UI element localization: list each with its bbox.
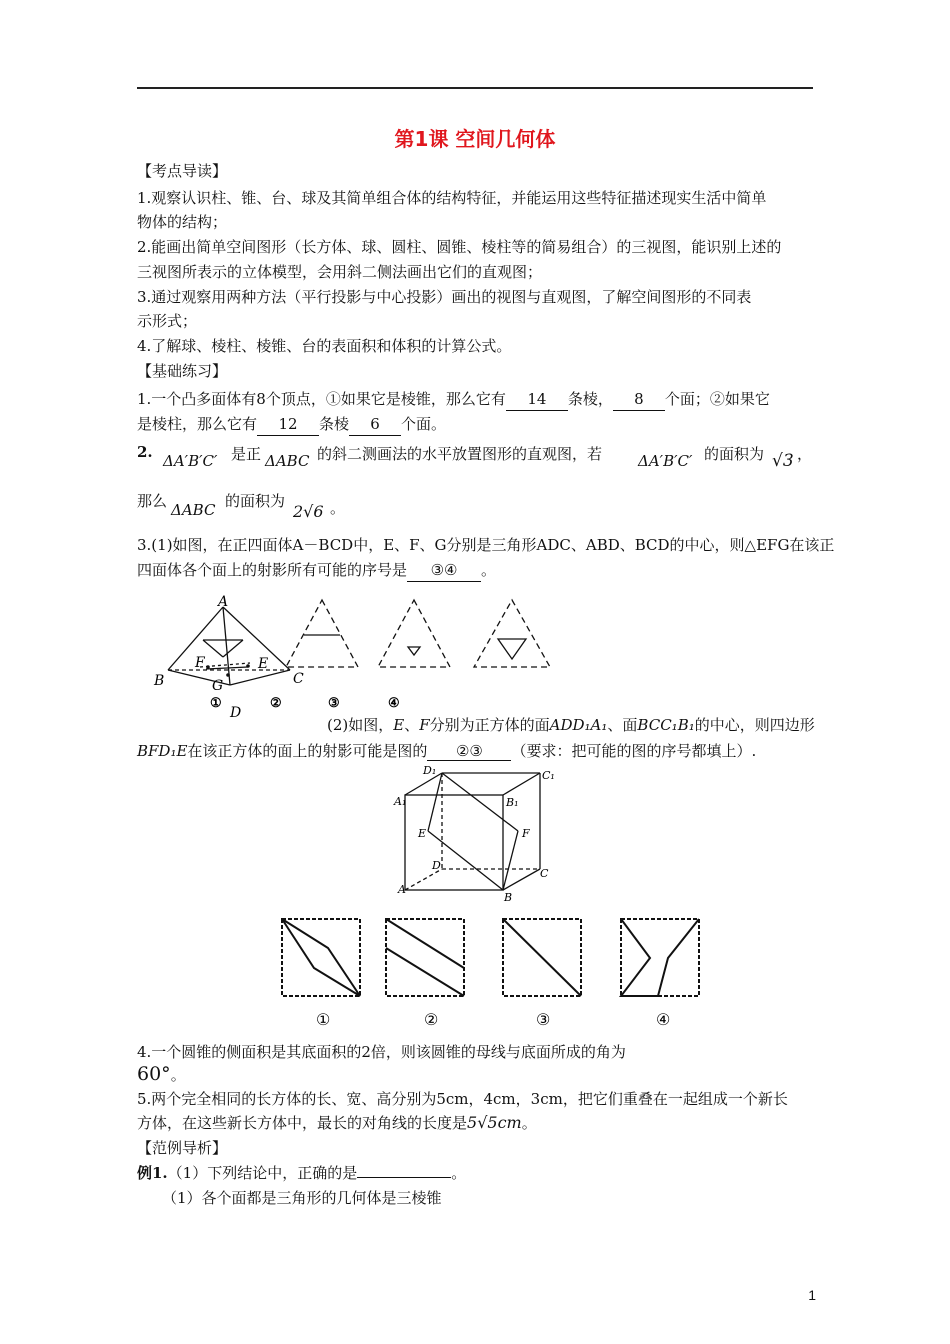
projection-3	[378, 600, 450, 667]
header-rule	[137, 87, 813, 89]
point-g	[226, 673, 230, 677]
example-1-blank	[357, 1177, 451, 1178]
figure-tetrahedron	[140, 595, 570, 725]
q3-text-2b: 。	[481, 561, 497, 579]
q2-text-4: 那么	[137, 492, 168, 510]
q3-p2-text-a: (2)如图，	[327, 716, 394, 734]
q3-p2-sep: 、	[404, 716, 420, 734]
example-1-item-1: （1）各个面都是三角形的几何体是三棱锥	[162, 1189, 442, 1207]
q5-end: 。	[521, 1114, 537, 1132]
q4-answer: 60°	[137, 1063, 171, 1085]
q4-line-2	[137, 1063, 186, 1085]
tetrahedron-shape	[168, 607, 290, 685]
fig2-number-4: ④	[656, 1010, 671, 1029]
q1-text-c: 条棱，	[567, 390, 613, 408]
cube-label-b: B	[504, 891, 513, 904]
example-1-end: 。	[451, 1164, 467, 1182]
cube-projection-1	[282, 919, 360, 996]
q1-text-g: 个面。	[401, 415, 447, 433]
fig1-number-3: ③	[328, 696, 340, 711]
q3-p2-text-e: 分别为正方体的面	[429, 716, 550, 734]
q3-p2-f: F	[419, 716, 430, 734]
label-b: B	[154, 673, 165, 689]
fig1-number-1: ①	[210, 696, 222, 711]
page-title: 第1课 空间几何体	[394, 127, 556, 151]
point-e	[246, 664, 250, 668]
q1-text-f: 条棱	[319, 415, 350, 433]
label-a: A	[218, 595, 229, 610]
q1-text-e: 是棱柱，那么它有	[137, 415, 258, 433]
q2-triangle-2: ΔABC	[265, 452, 310, 470]
cube-projection-2	[386, 919, 464, 996]
fig1-number-4: ④	[388, 696, 400, 711]
q3-line-1: 3.(1)如图，在正四面体A－BCD中，E、F、G分别是三角形ADC、ABD、BCD的中心，则△EFG在该正	[137, 536, 835, 554]
fig1-number-2: ②	[270, 696, 282, 711]
fig2-number-3: ③	[536, 1010, 551, 1029]
cube-label-b1: B₁	[506, 796, 519, 809]
q2-text-3: 的面积为	[704, 445, 765, 463]
fig2-number-1: ①	[316, 1010, 331, 1029]
cube-label-a: A	[398, 883, 406, 896]
q2-text-2: 的斜二测画法的水平放置图形的直观图，若	[317, 445, 603, 463]
q2-triangle-3: ΔA′B′C′	[638, 452, 693, 470]
label-g: G	[212, 678, 224, 694]
q3-p2-face-1: ADD₁A₁	[549, 716, 608, 734]
q5-text-a: 方体，在这些新长方体中，最长的对角线的长度是	[137, 1114, 468, 1132]
page-number: 1	[808, 1287, 816, 1303]
q3-p2-text-g: 、面	[607, 716, 638, 734]
section-heading-basic: 【基础练习】	[137, 362, 228, 380]
label-f: F	[195, 655, 205, 671]
q3-text-2a: 四面体各个面上的射影所有可能的序号是	[137, 561, 408, 579]
guide-line-6: 示形式；	[137, 312, 198, 330]
q3-p3-text-c: （要求：把可能的图的序号都填上）.	[511, 742, 757, 760]
cube-label-c: C	[540, 867, 549, 880]
q1-answer-4: 6	[349, 413, 401, 436]
cube-projection-3	[503, 919, 581, 996]
q2-triangle-1: ΔA′B′C′	[163, 452, 218, 470]
cube-label-c1: C₁	[542, 769, 555, 782]
q1-line-1	[137, 388, 817, 411]
cube-label-d: D	[432, 859, 441, 872]
guide-line-3: 2.能画出简单空间图形（长方体、球、圆柱、圆锥、棱柱等的简易组合）的三视图，能识别上述的	[137, 238, 782, 256]
q5-line-1: 5.两个完全相同的长方体的长、宽、高分别为5cm，4cm，3cm，把它们重叠在一起组成一个新长	[137, 1090, 788, 1108]
label-d: D	[230, 705, 242, 721]
point-f	[206, 665, 210, 669]
q2-text-6: 。	[330, 499, 346, 517]
label-e: E	[258, 656, 269, 672]
q1-line-2	[137, 413, 817, 436]
q2-text-5: 的面积为	[225, 492, 286, 510]
cube-label-e: E	[418, 827, 427, 840]
q2-comma: ，	[797, 445, 813, 463]
q4-end: 。	[170, 1066, 186, 1084]
guide-line-7: 4.了解球、棱柱、棱锥、台的表面积和体积的计算公式。	[137, 337, 512, 355]
q3-answer-2: ②③	[427, 742, 511, 761]
example-1-label: 例1.	[137, 1164, 168, 1182]
fig2-number-2: ②	[424, 1010, 439, 1029]
q1-text-d: 个面；②如果它	[664, 390, 770, 408]
q5-answer: 5√5cm	[467, 1113, 522, 1132]
q3-answer-1: ③④	[407, 559, 481, 582]
guide-line-1: 1.观察认识柱、锥、台、球及其简单组合体的结构特征，并能运用这些特征描述现实生活中简单	[137, 189, 767, 207]
figure-cube-projections	[270, 910, 710, 1035]
figure-cube	[390, 765, 560, 910]
section-heading-guide: 【考点导读】	[137, 162, 228, 180]
cube-projection-4	[621, 919, 699, 996]
projection-2	[286, 600, 358, 667]
guide-line-5: 3.通过观察用两种方法（平行投影与中心投影）画出的视图与直观图，了解空间图形的不同表	[137, 288, 752, 306]
q2-triangle-4: ΔABC	[171, 501, 216, 519]
q1-answer-2: 8	[613, 388, 665, 411]
q2-sqrt3: √3	[772, 451, 794, 471]
q3-part2-line-1	[327, 714, 815, 735]
q3-p3-quad: BFD₁E	[137, 742, 188, 760]
label-c: C	[293, 671, 304, 687]
cube-label-d1: D₁	[423, 765, 437, 777]
section-heading-examples: 【范例导析】	[137, 1139, 228, 1157]
q1-text-a: 1.一个凸多面体有8个顶点，①如果它是棱锥，那么它有	[137, 390, 506, 408]
q1-answer-1: 14	[506, 388, 568, 411]
q3-line-2	[137, 559, 817, 582]
q2-text-1: 是正	[231, 445, 262, 463]
q3-part2-line-2	[137, 740, 756, 761]
guide-line-4: 三视图所表示的立体模型，会用斜二侧法画出它们的直观图；	[137, 263, 543, 281]
cube-label-f: F	[522, 827, 530, 840]
q1-answer-3: 12	[257, 413, 319, 436]
guide-line-2: 物体的结构；	[137, 213, 228, 231]
projection-4	[474, 600, 550, 667]
q3-p3-text-b: 在该正方体的面上的射影可能是图的	[187, 742, 428, 760]
q2-answer: 2√6	[293, 502, 324, 521]
cube-label-a1: A₁	[394, 795, 407, 808]
q5-line-2	[137, 1112, 537, 1133]
q3-p2-e: E	[393, 716, 405, 734]
example-1-line	[137, 1162, 817, 1184]
example-1-text: （1）下列结论中，正确的是	[167, 1164, 358, 1182]
q3-p2-face-2: BCC₁B₁	[637, 716, 695, 734]
q4-line-1: 4.一个圆锥的侧面积是其底面积的2倍，则该圆锥的母线与底面所成的角为	[137, 1043, 626, 1061]
q3-p2-text-i: 的中心，则四边形	[694, 716, 815, 734]
q2-number: 2.	[137, 443, 153, 461]
